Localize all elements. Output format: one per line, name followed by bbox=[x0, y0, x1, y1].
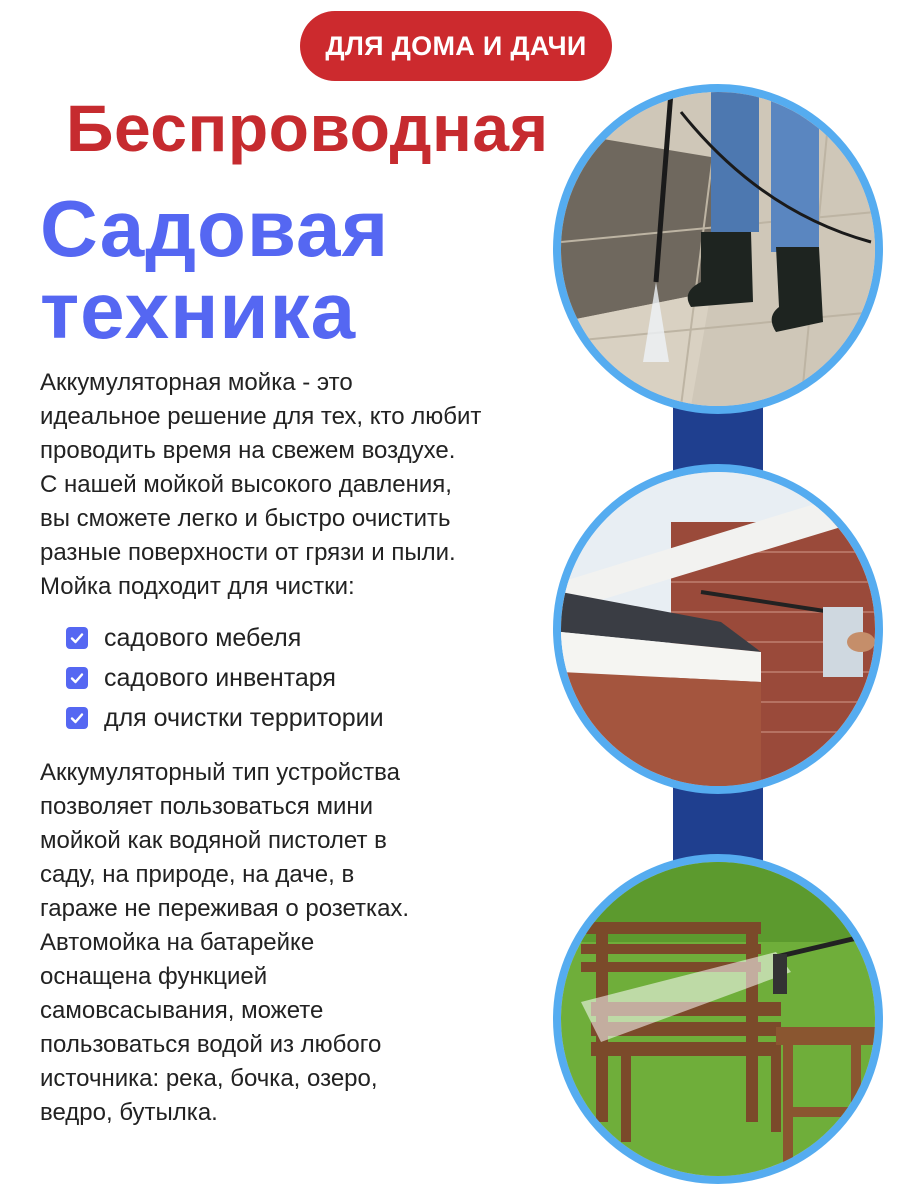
title-line-equipment: техника bbox=[40, 266, 357, 355]
intro-paragraph bbox=[40, 366, 540, 604]
battery-line: позволяет пользоваться мини bbox=[40, 793, 374, 820]
battery-line: Аккумуляторный тип устройства bbox=[40, 759, 400, 786]
category-badge bbox=[300, 11, 612, 81]
battery-line: гараже не переживая о розетках. bbox=[40, 895, 410, 922]
list-item bbox=[66, 618, 384, 658]
title-garden-equipment bbox=[40, 184, 390, 355]
intro-line: С нашей мойкой высокого давления, bbox=[40, 471, 452, 498]
list-item-label: садового инвентаря bbox=[104, 663, 336, 692]
battery-line: источника: река, бочка, озеро, bbox=[40, 1065, 378, 1092]
title-wireless: Беспроводная bbox=[66, 91, 549, 165]
intro-line: проводить время на свежем воздухе. bbox=[40, 437, 456, 464]
title-line-garden: Садовая bbox=[40, 184, 390, 273]
list-item bbox=[66, 698, 384, 738]
list-item-label: садового мебеля bbox=[104, 623, 302, 652]
intro-line: вы сможете легко и быстро очистить bbox=[40, 505, 451, 532]
list-item-label: для очистки территории bbox=[104, 703, 384, 732]
intro-line: идеальное решение для тех, кто любит bbox=[40, 403, 482, 430]
battery-paragraph bbox=[40, 756, 540, 1130]
intro-line: разные поверхности от грязи и пыли. bbox=[40, 539, 456, 566]
intro-line: Аккумуляторная мойка - это bbox=[40, 369, 353, 396]
battery-line: Автомойка на батарейке bbox=[40, 929, 315, 956]
battery-line: самовсасывания, можете bbox=[40, 997, 324, 1024]
category-badge-label: ДЛЯ ДОМА И ДАЧИ bbox=[325, 30, 587, 61]
cleaning-uses-list bbox=[66, 618, 384, 738]
check-icon bbox=[66, 667, 88, 689]
photo-washing-pavement bbox=[553, 84, 883, 414]
battery-line: ведро, бутылка. bbox=[40, 1099, 218, 1126]
battery-line: оснащена функцией bbox=[40, 963, 268, 990]
battery-line: саду, на природе, на даче, в bbox=[40, 861, 355, 888]
battery-line: пользоваться водой из любого bbox=[40, 1031, 382, 1058]
intro-line: Мойка подходит для чистки: bbox=[40, 573, 355, 600]
check-icon bbox=[66, 707, 88, 729]
photo-washing-roof bbox=[553, 464, 883, 794]
photo-washing-bench bbox=[553, 854, 883, 1184]
list-item bbox=[66, 658, 384, 698]
check-icon bbox=[66, 627, 88, 649]
battery-line: мойкой как водяной пистолет в bbox=[40, 827, 387, 854]
